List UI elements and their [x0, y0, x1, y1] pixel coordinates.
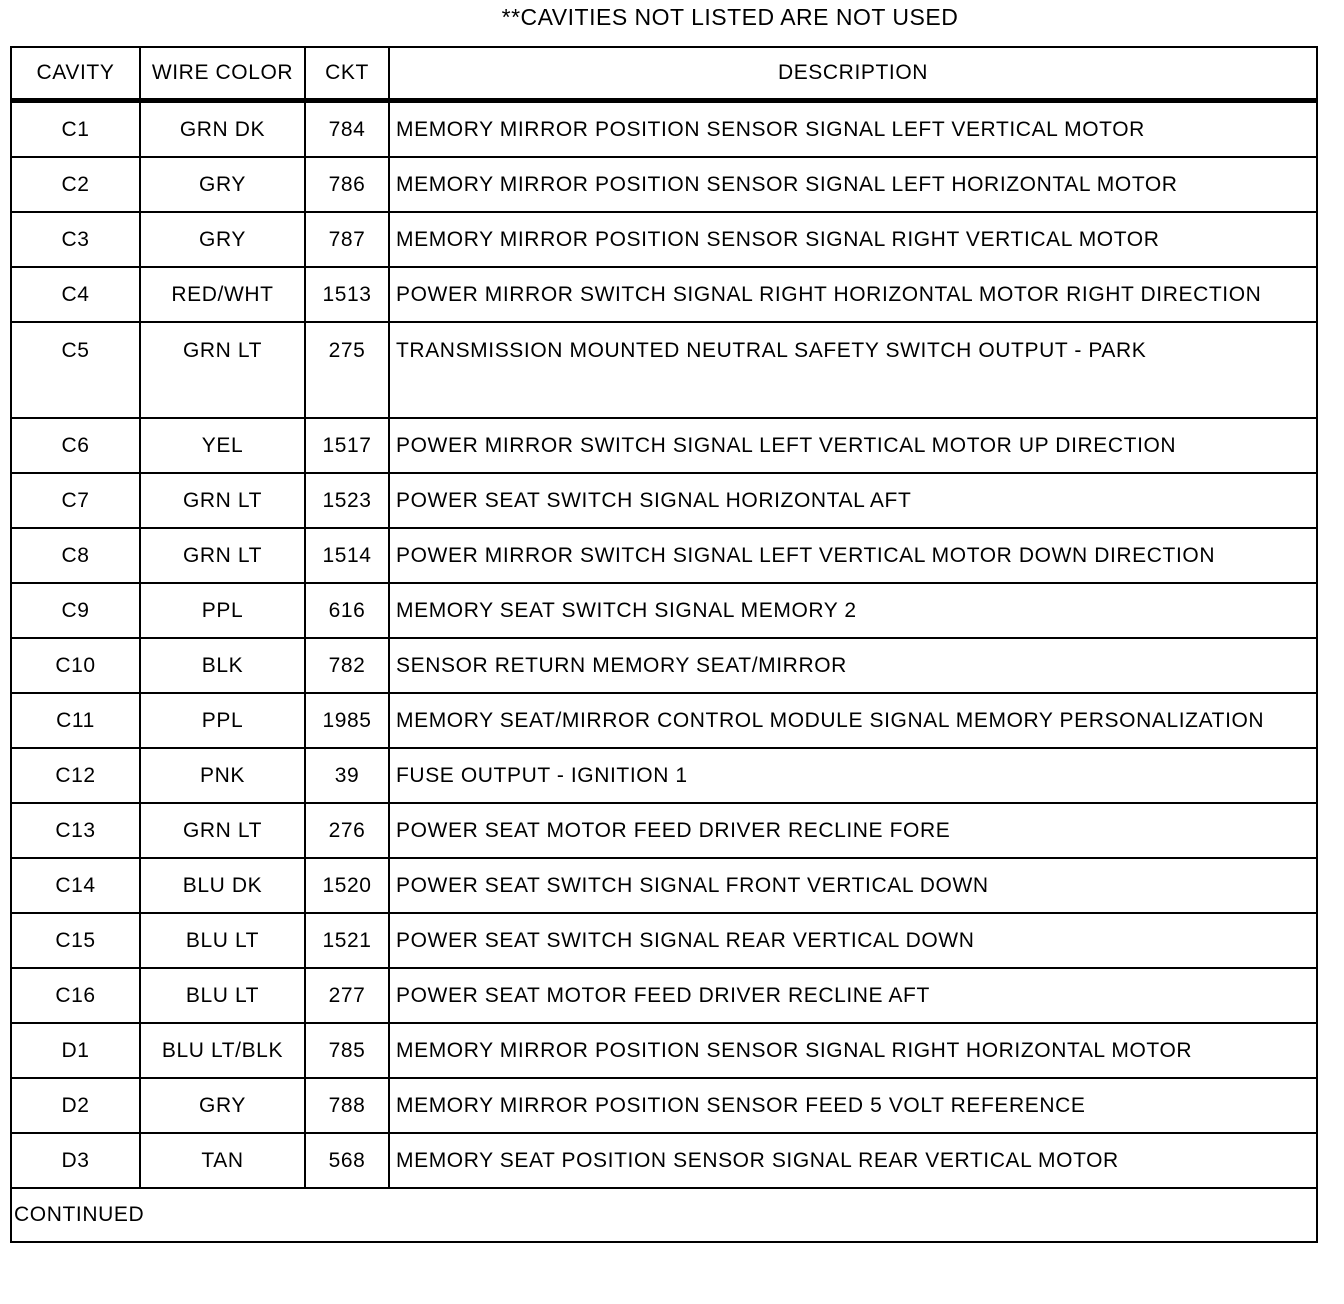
- description-cell: SENSOR RETURN MEMORY SEAT/MIRROR: [389, 638, 1317, 693]
- description-cell: POWER MIRROR SWITCH SIGNAL LEFT VERTICAL MOTOR DOWN DIRECTION: [389, 528, 1317, 583]
- table-row: [11, 322, 1317, 418]
- description-cell: POWER MIRROR SWITCH SIGNAL LEFT VERTICAL MOTOR UP DIRECTION: [389, 418, 1317, 473]
- cavity-cell: C5: [11, 322, 140, 418]
- cavity-cell: C11: [11, 693, 140, 748]
- ckt-cell: 785: [305, 1023, 389, 1078]
- table-row: [11, 913, 1317, 968]
- description-cell: MEMORY MIRROR POSITION SENSOR SIGNAL RIGHT VERTICAL MOTOR: [389, 212, 1317, 267]
- wire-color-cell: PPL: [140, 583, 305, 638]
- wire-color-cell: GRY: [140, 1078, 305, 1133]
- wire-color-cell: GRN LT: [140, 473, 305, 528]
- table-row: [11, 418, 1317, 473]
- ckt-cell: 1514: [305, 528, 389, 583]
- cavity-cell: D2: [11, 1078, 140, 1133]
- cavity-cell: D3: [11, 1133, 140, 1188]
- ckt-cell: 787: [305, 212, 389, 267]
- wire-color-cell: PPL: [140, 693, 305, 748]
- description-cell: POWER SEAT SWITCH SIGNAL HORIZONTAL AFT: [389, 473, 1317, 528]
- header-wire-color: WIRE COLOR: [140, 47, 305, 101]
- table-row: [11, 473, 1317, 528]
- ckt-cell: 275: [305, 322, 389, 418]
- continued-label: CONTINUED: [11, 1188, 1317, 1242]
- description-cell: TRANSMISSION MOUNTED NEUTRAL SAFETY SWITCH OUTPUT - PARK: [389, 322, 1317, 418]
- cavity-cell: C3: [11, 212, 140, 267]
- ckt-cell: 616: [305, 583, 389, 638]
- table-row: [11, 157, 1317, 212]
- description-cell: MEMORY SEAT SWITCH SIGNAL MEMORY 2: [389, 583, 1317, 638]
- cavity-cell: C12: [11, 748, 140, 803]
- wire-color-cell: GRN LT: [140, 528, 305, 583]
- ckt-cell: 784: [305, 101, 389, 158]
- description-cell: FUSE OUTPUT - IGNITION 1: [389, 748, 1317, 803]
- table-row: [11, 212, 1317, 267]
- header-description: DESCRIPTION: [389, 47, 1317, 101]
- ckt-cell: 276: [305, 803, 389, 858]
- cavity-cell: C10: [11, 638, 140, 693]
- cavity-cell: C16: [11, 968, 140, 1023]
- wire-color-cell: GRY: [140, 157, 305, 212]
- description-cell: POWER MIRROR SWITCH SIGNAL RIGHT HORIZONTAL MOTOR RIGHT DIRECTION: [389, 267, 1317, 322]
- cavity-cell: C4: [11, 267, 140, 322]
- cavity-cell: C7: [11, 473, 140, 528]
- table-row: [11, 638, 1317, 693]
- wire-color-cell: YEL: [140, 418, 305, 473]
- wire-color-cell: BLU DK: [140, 858, 305, 913]
- description-cell: MEMORY MIRROR POSITION SENSOR FEED 5 VOLT REFERENCE: [389, 1078, 1317, 1133]
- wire-color-cell: GRN LT: [140, 322, 305, 418]
- wire-color-cell: GRN DK: [140, 101, 305, 158]
- table-row: [11, 1133, 1317, 1188]
- ckt-cell: 1521: [305, 913, 389, 968]
- cavity-cell: C9: [11, 583, 140, 638]
- header-ckt: CKT: [305, 47, 389, 101]
- ckt-cell: 39: [305, 748, 389, 803]
- cavity-cell: C8: [11, 528, 140, 583]
- description-cell: MEMORY MIRROR POSITION SENSOR SIGNAL RIGHT HORIZONTAL MOTOR: [389, 1023, 1317, 1078]
- table-header-row: [11, 47, 1317, 101]
- ckt-cell: 1985: [305, 693, 389, 748]
- table-row: [11, 528, 1317, 583]
- description-cell: MEMORY MIRROR POSITION SENSOR SIGNAL LEFT VERTICAL MOTOR: [389, 101, 1317, 158]
- table-row: [11, 1078, 1317, 1133]
- cavity-cell: C13: [11, 803, 140, 858]
- wire-color-cell: BLU LT: [140, 968, 305, 1023]
- cavity-cell: C2: [11, 157, 140, 212]
- continued-row: [11, 1188, 1317, 1242]
- connector-pinout-table: [10, 46, 1318, 1243]
- table-row: [11, 1023, 1317, 1078]
- table-row: [11, 583, 1317, 638]
- description-cell: MEMORY SEAT/MIRROR CONTROL MODULE SIGNAL MEMORY PERSONALIZATION: [389, 693, 1317, 748]
- cavity-cell: C1: [11, 101, 140, 158]
- ckt-cell: 788: [305, 1078, 389, 1133]
- table-row: [11, 803, 1317, 858]
- ckt-cell: 786: [305, 157, 389, 212]
- cavity-cell: C15: [11, 913, 140, 968]
- table-row: [11, 748, 1317, 803]
- cavity-cell: C6: [11, 418, 140, 473]
- description-cell: MEMORY MIRROR POSITION SENSOR SIGNAL LEFT HORIZONTAL MOTOR: [389, 157, 1317, 212]
- ckt-cell: 1523: [305, 473, 389, 528]
- ckt-cell: 1513: [305, 267, 389, 322]
- description-cell: MEMORY SEAT POSITION SENSOR SIGNAL REAR VERTICAL MOTOR: [389, 1133, 1317, 1188]
- wire-color-cell: TAN: [140, 1133, 305, 1188]
- description-cell: POWER SEAT MOTOR FEED DRIVER RECLINE AFT: [389, 968, 1317, 1023]
- table-row: [11, 267, 1317, 322]
- table-row: [11, 858, 1317, 913]
- table-row: [11, 968, 1317, 1023]
- cavity-cell: D1: [11, 1023, 140, 1078]
- wire-color-cell: GRN LT: [140, 803, 305, 858]
- wire-color-cell: PNK: [140, 748, 305, 803]
- wire-color-cell: RED/WHT: [140, 267, 305, 322]
- ckt-cell: 1517: [305, 418, 389, 473]
- wire-color-cell: BLK: [140, 638, 305, 693]
- cavity-cell: C14: [11, 858, 140, 913]
- wire-color-cell: BLU LT/BLK: [140, 1023, 305, 1078]
- header-cavity: CAVITY: [11, 47, 140, 101]
- ckt-cell: 782: [305, 638, 389, 693]
- ckt-cell: 277: [305, 968, 389, 1023]
- unused-cavities-note: **CAVITIES NOT LISTED ARE NOT USED: [501, 4, 959, 30]
- table-row: [11, 101, 1317, 158]
- ckt-cell: 568: [305, 1133, 389, 1188]
- wire-color-cell: GRY: [140, 212, 305, 267]
- description-cell: POWER SEAT MOTOR FEED DRIVER RECLINE FORE: [389, 803, 1317, 858]
- description-cell: POWER SEAT SWITCH SIGNAL FRONT VERTICAL DOWN: [389, 858, 1317, 913]
- wire-color-cell: BLU LT: [140, 913, 305, 968]
- description-cell: POWER SEAT SWITCH SIGNAL REAR VERTICAL DOWN: [389, 913, 1317, 968]
- ckt-cell: 1520: [305, 858, 389, 913]
- table-row: [11, 693, 1317, 748]
